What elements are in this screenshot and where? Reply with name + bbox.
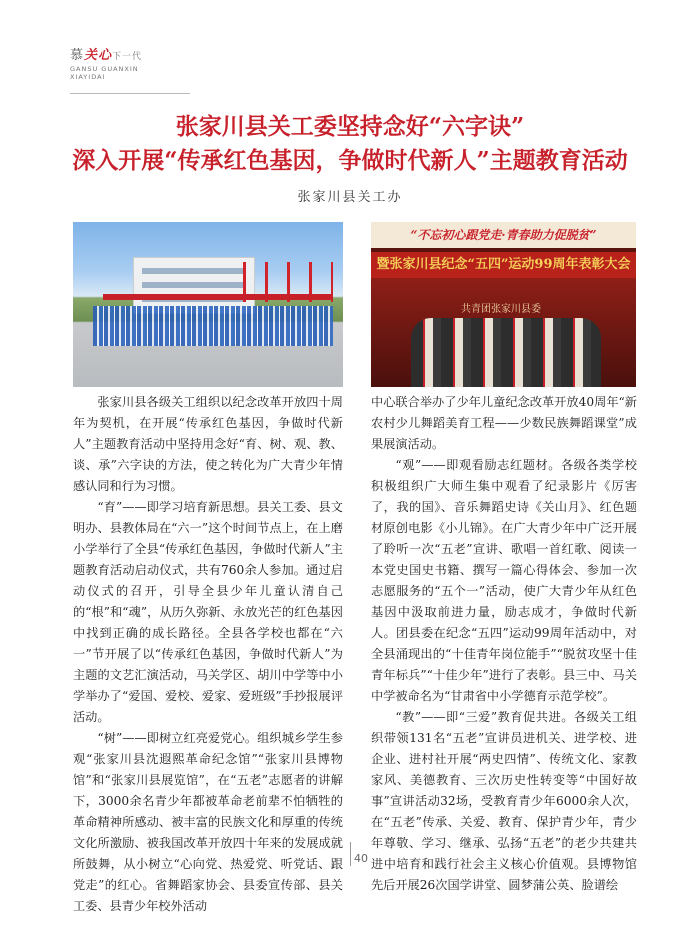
left-column xyxy=(73,392,343,917)
right-column xyxy=(371,392,637,896)
logo-en-text xyxy=(70,65,190,81)
photo-award-meeting xyxy=(371,222,636,387)
magazine-logo xyxy=(70,44,190,92)
logo-en-line1: GANSU GUANXIN xyxy=(70,65,139,73)
paragraph: “观”——即观看励志红题材。各级各类学校积极组织广大师生集中观看了纪录影片《厉害了，我的国》、音乐舞蹈史诗《关山月》、红色题材原创电影《小儿锦》。在广大青少年中广泛开展了聆听一次“五老”宣讲、歌唱一首红歌、阅读一本党史国史书籍、撰写一篇心得体会、参加一次志愿服务的“五个一”活动，使广大青少年从红色基因中汲取前进力量，励志成才，争做时代新人。团县委在纪念“五四”运动99周年活动中，对全县涌现出的“十佳青年岗位能手”“脱贫攻坚十佳青年标兵”“十佳少年”进行了表彰。县三中、马关中学被命名为“甘肃省中小学德育示范学校”。 xyxy=(371,458,637,703)
photo-banner xyxy=(103,294,333,300)
logo-accent: 关心 xyxy=(84,48,113,63)
article-author: 张家川县关工办 xyxy=(297,190,403,205)
photo-students xyxy=(93,306,333,346)
photo-sign: 共青团张家川县委 xyxy=(461,304,541,315)
logo-char: 慕 xyxy=(70,48,85,63)
paragraph: “教”——即“三爱”教育促共进。各级关工组织带领131名“五老”宣讲员进机关、进学校、进企业、进村社开展“两史四情”、传统文化、家教家风、美德教育、三次历史性转变等“中国好故事”宣讲活动32场，受教育青少年6000余人次，在“五老”传承、关爱、教育、保护青少年，青少年尊敬、学习、继承、弘扬“五老”的老少共建共进中培育和践行社会主义核心价值观。县博物馆先后开展26次国学讲堂、圆梦蒲公英、脸谱绘 xyxy=(371,710,637,892)
paragraph: 张家川县各级关工组织以纪念改革开放四十周年为契机，在开展“传承红色基因，争做时代新人”主题教育活动中坚持用念好“育、树、观、教、谈、承”六字诀的方法，使之转化为广大青少年情感认同和行为习惯。 xyxy=(73,395,343,493)
photo-meeting-banner: 暨张家川县纪念“五四”运动99周年表彰大会 xyxy=(371,252,636,278)
page-number-rule xyxy=(350,842,351,866)
paragraph: “树”——即树立红亮爱党心。组织城乡学生参观“张家川县沈遐熙革命纪念馆”“张家川县博物馆”和“张家川县展览馆”，在“五老”志愿者的讲解下，3000余名青少年都被革命老前辈不怕牺牲的革命精神所感动、被丰富的民族文化和厚重的传统文化所激励、被我国改革开放四十年来的发展成就所鼓舞，从小树立“心向党、热爱党、听党话、跟党走”的红心。省舞蹈家协会、县委宣传部、县关工委、县青少年校外活动 xyxy=(73,731,343,913)
paragraph: 中心联合举办了少年儿童纪念改革开放40周年“新农村少儿舞蹈美育工程——少数民族舞蹈课堂”成果展演活动。 xyxy=(371,395,637,451)
photo-slogan: “不忘初心跟党走·青春助力促脱贫” xyxy=(371,222,636,248)
photo-ceremony xyxy=(73,222,343,387)
header-divider xyxy=(70,93,190,94)
logo-en-line2: XIAYIDAI xyxy=(70,73,106,81)
article-title-line1: 张家川县关工委坚持念好“六字诀” xyxy=(175,113,525,140)
photo-awardees xyxy=(411,318,601,387)
logo-cn-text xyxy=(70,44,190,63)
page-number: 40 xyxy=(354,852,368,865)
paragraph: “育”——即学习培育新思想。县关工委、县文明办、县教体局在“六一”这个时间节点上，在上磨小学举行了全县“传承红色基因，争做时代新人”主题教育活动启动仪式，共有760余人参加。通过启动仪式的召开，引导全县少年儿童认清自己的“根”和“魂”，从历久弥新、永放光芒的红色基因中找到正确的成长路径。全县各学校也都在“六一”节开展了以“传承红色基因，争做时代新人”为主题的文艺汇演活动，马关学区、胡川中学等中小学举办了“爱国、爱校、爱家、爱班级”手抄报展评活动。 xyxy=(73,500,343,724)
logo-small: 下一代 xyxy=(112,52,143,62)
article-title-line2: 深入开展“传承红色基因，争做时代新人”主题教育活动 xyxy=(72,147,628,174)
